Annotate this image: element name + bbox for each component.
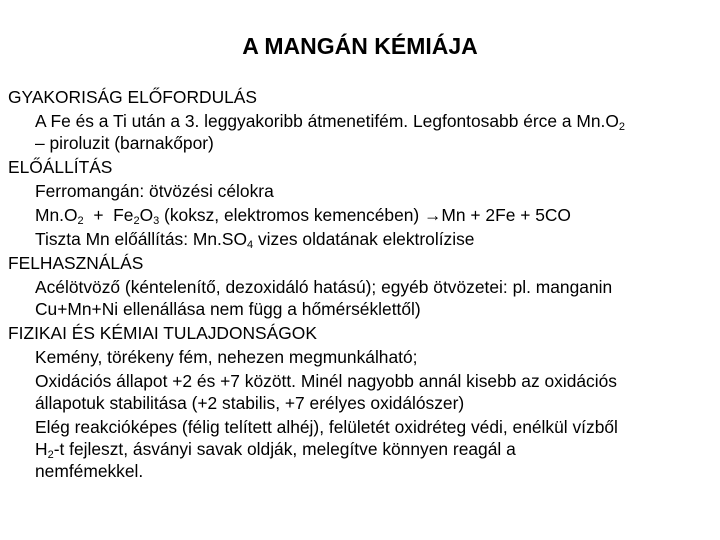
list-item	[8, 180, 714, 202]
section-heading-tulajdonsagok: FIZIKAI ÉS KÉMIAI TULAJDONSÁGOK	[8, 323, 317, 343]
item-text: Tiszta Mn előállítás: Mn.SO	[35, 229, 247, 249]
item-text: Oxidációs állapot +2 és +7 között. Minél nagyobb annál kisebb az oxidációs	[35, 371, 617, 391]
subscript: 3	[153, 215, 160, 227]
list-item	[8, 346, 714, 368]
item-text: vizes oldatának elektrolízise	[253, 229, 475, 249]
list-item	[8, 110, 714, 154]
list-item	[8, 276, 714, 320]
item-text: + Fe	[83, 205, 134, 225]
list-item	[8, 228, 714, 250]
item-text: állapotuk stabilitása (+2 stabilis, +7 erélyes oxidálószer)	[35, 393, 465, 413]
item-text: Elég reakcióképes (félig telített alhéj), felületét oxidréteg védi, enélkül vízből	[35, 417, 618, 437]
item-text: Acélötvöző (kéntelenítő, dezoxidáló hatású); egyéb ötvözetei: pl. manganin	[35, 277, 613, 297]
item-text: nemfémekkel.	[35, 461, 144, 481]
subscript: 2	[47, 449, 54, 461]
item-text: H	[35, 439, 48, 459]
item-text: – piroluzit (barnakőpor)	[35, 133, 214, 153]
item-text: O	[139, 205, 154, 225]
page-title: A MANGÁN KÉMIÁJA	[242, 33, 478, 59]
list-item	[8, 370, 714, 414]
slide-content	[8, 84, 714, 482]
item-text: (koksz, elektromos kemencében) →Mn + 2Fe + 5CO	[159, 205, 571, 225]
subscript: 4	[246, 239, 254, 251]
item-text: -t fejleszt, ásványi savak oldják, melegítve könnyen reagál a	[53, 439, 516, 459]
section-heading-gyakorisag: GYAKORISÁG ELŐFORDULÁS	[8, 87, 258, 107]
subscript: 2	[618, 121, 626, 133]
section-heading-eloallitas: ELŐÁLLÍTÁS	[8, 157, 113, 177]
item-text: Ferromangán: ötvözési célokra	[35, 181, 274, 201]
section-heading-felhasznalas: FELHASZNÁLÁS	[8, 253, 144, 273]
list-item	[8, 204, 714, 226]
item-text: Kemény, törékeny fém, nehezen megmunkálható;	[35, 347, 418, 367]
subscript: 2	[77, 215, 84, 227]
item-text: Cu+Mn+Ni ellenállása nem függ a hőmérséklettől)	[35, 299, 421, 319]
item-text: Mn.O	[35, 205, 78, 225]
subscript: 2	[133, 215, 140, 227]
item-text: A Fe és a Ti után a 3. leggyakoribb átmenetifém. Legfontosabb érce a Mn.O	[35, 111, 619, 131]
list-item	[8, 416, 714, 482]
